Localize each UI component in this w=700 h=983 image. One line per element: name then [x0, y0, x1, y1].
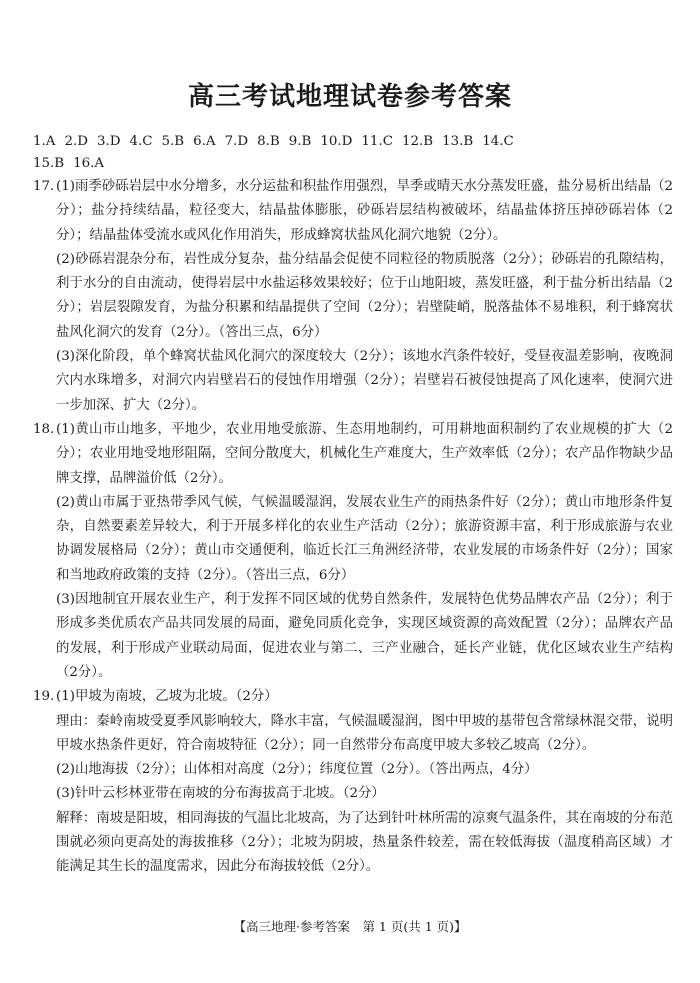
answer-item: 7.D: [224, 134, 249, 149]
answer-row-2: [33, 153, 673, 175]
page-footer: 【高三地理·参考答案 第 1 页(共 1 页)】: [233, 919, 467, 934]
answer-row-1: [33, 131, 673, 153]
answer-paragraph: (1)甲坡为南坡，乙坡为北坡。（2分）: [56, 689, 278, 705]
answer-body: [33, 175, 673, 880]
multiple-choice-answers: [33, 131, 673, 175]
question-17: [33, 175, 673, 418]
answer-item: 6.A: [193, 134, 216, 149]
answer-item: 14.C: [482, 134, 514, 149]
question-number: 17.: [33, 179, 55, 194]
question-number: 18.: [33, 421, 55, 437]
question-number: 19.: [33, 689, 55, 705]
answer-item: 2.D: [64, 134, 88, 149]
answer-item: 3.D: [96, 134, 121, 149]
answer-item: 5.B: [161, 134, 185, 149]
answer-paragraph: 解释：南坡是阳坡，相同海拔的气温比北坡高，为了达到针叶林所需的凉爽气温条件，其在南坡的分布范围就必须向更高处的海拔推移（2分）；北坡为阴坡，热量条件较差，需在较低海拔（温度稍高区域）才能满足其生长的温度需求，因此分布海拔较低（2分）。: [56, 810, 673, 875]
answer-item: 10.D: [320, 134, 353, 149]
question-19: [33, 685, 673, 879]
answer-paragraph: (3)针叶云杉林亚带在南坡的分布海拔高于北坡。（2分）: [56, 786, 385, 802]
answer-paragraph: (2)山地海拔（2分）；山体相对高度（2分）；纬度位置（2分）。（答出两点，4分）: [56, 762, 538, 778]
answer-paragraph: (1)雨季砂砾岩层中水分增多，水分运盐和积盐作用强烈，旱季或晴天水分蒸发旺盛，盐分易析出结晶（2分）；盐分持续结晶，粒径变大，结晶盐体膨胀，砂砾岩层结构被破坏，结晶盐体挤压掉砂砾岩体（2分）；结晶盐体受流水或风化作用消失，形成蜂窝状盐风化洞穴地貌（2分）。: [56, 179, 673, 243]
answer-paragraph: (3)深化阶段，单个蜂窝状盐风化洞穴的深度较大（2分）；该地水汽条件较好，受昼夜温差影响，夜晚洞穴内水珠增多，对洞穴内岩壁岩石的侵蚀作用增强（2分）；岩壁岩石被侵蚀提高了风化速率，使洞穴进一步加深、扩大（2分）。: [56, 349, 673, 413]
answer-item: 1.A: [33, 134, 56, 149]
answer-item: 15.B: [33, 156, 65, 171]
answer-item: 16.A: [73, 156, 105, 171]
answer-item: 11.C: [361, 134, 393, 149]
answer-item: 8.B: [257, 134, 280, 149]
question-18: [33, 418, 673, 685]
answer-item: 4.C: [129, 134, 153, 149]
answer-paragraph: (2)黄山市属于亚热带季风气候，气候温暖湿润，发展农业生产的雨热条件好（2分）；黄山市地形条件复杂，自然要素差异较大，利于开展多样化的农业生产活动（2分）；旅游资源丰富，利于形成旅游与农业协调发展格局（2分）；黄山市交通便利，临近长江三角洲经济带，农业发展的市场条件好（2分）；国家和当地政府政策的支持（2分）。（答出三点，6分）: [56, 494, 673, 583]
answer-item: 13.B: [442, 134, 474, 149]
answer-item: 12.B: [401, 134, 434, 149]
answer-paragraph: (3)因地制宜开展农业生产，利于发挥不同区域的优势自然条件，发展特色优势品牌农产品（2分）；利于形成多类优质农产品共同发展的局面，避免同质化竞争，实现区域资源的高效配置（2分）；品牌农产品的发展，利于形成产业联动局面，促进农业与第二、三产业融合，延长产业链，优化区域农业生产结构（2分）。: [56, 592, 673, 680]
page-title: 高三考试地理试卷参考答案: [187, 82, 512, 112]
answer-item: 9.B: [288, 134, 312, 149]
answer-paragraph: 理由：秦岭南坡受夏季风影响较大，降水丰富，气候温暖湿润，图中甲坡的基带包含常绿林混交带，说明甲坡水热条件更好，符合南坡特征（2分）；同一自然带分布高度甲坡大多较乙坡高（2分）。: [56, 713, 673, 753]
answer-paragraph: (1)黄山市山地多，平地少，农业用地受旅游、生态用地制约，可用耕地面积制约了农业规模的扩大（2分）；农业用地受地形阻隔，空间分散度大，机械化生产难度大，生产效率低（2分）；农产品作物缺少品牌支撑，品牌溢价低（2分）。: [56, 421, 673, 486]
answer-paragraph: (2)砂砾岩混杂分布，岩性成分复杂，盐分结晶会促使不同粒径的物质脱落（2分）；砂砾岩的孔隙结构，利于水分的自由流动，使得岩层中水盐运移效果较好；位于山地阳坡，蒸发旺盛，利于盐分析出结晶（2分）；岩层裂隙发育，为盐分积累和结晶提供了空间（2分）；岩壁陡峭，脱落盐体不易堆积，利于蜂窝状盐风化洞穴的发育（2分）。（答出三点，6分）: [56, 251, 673, 340]
